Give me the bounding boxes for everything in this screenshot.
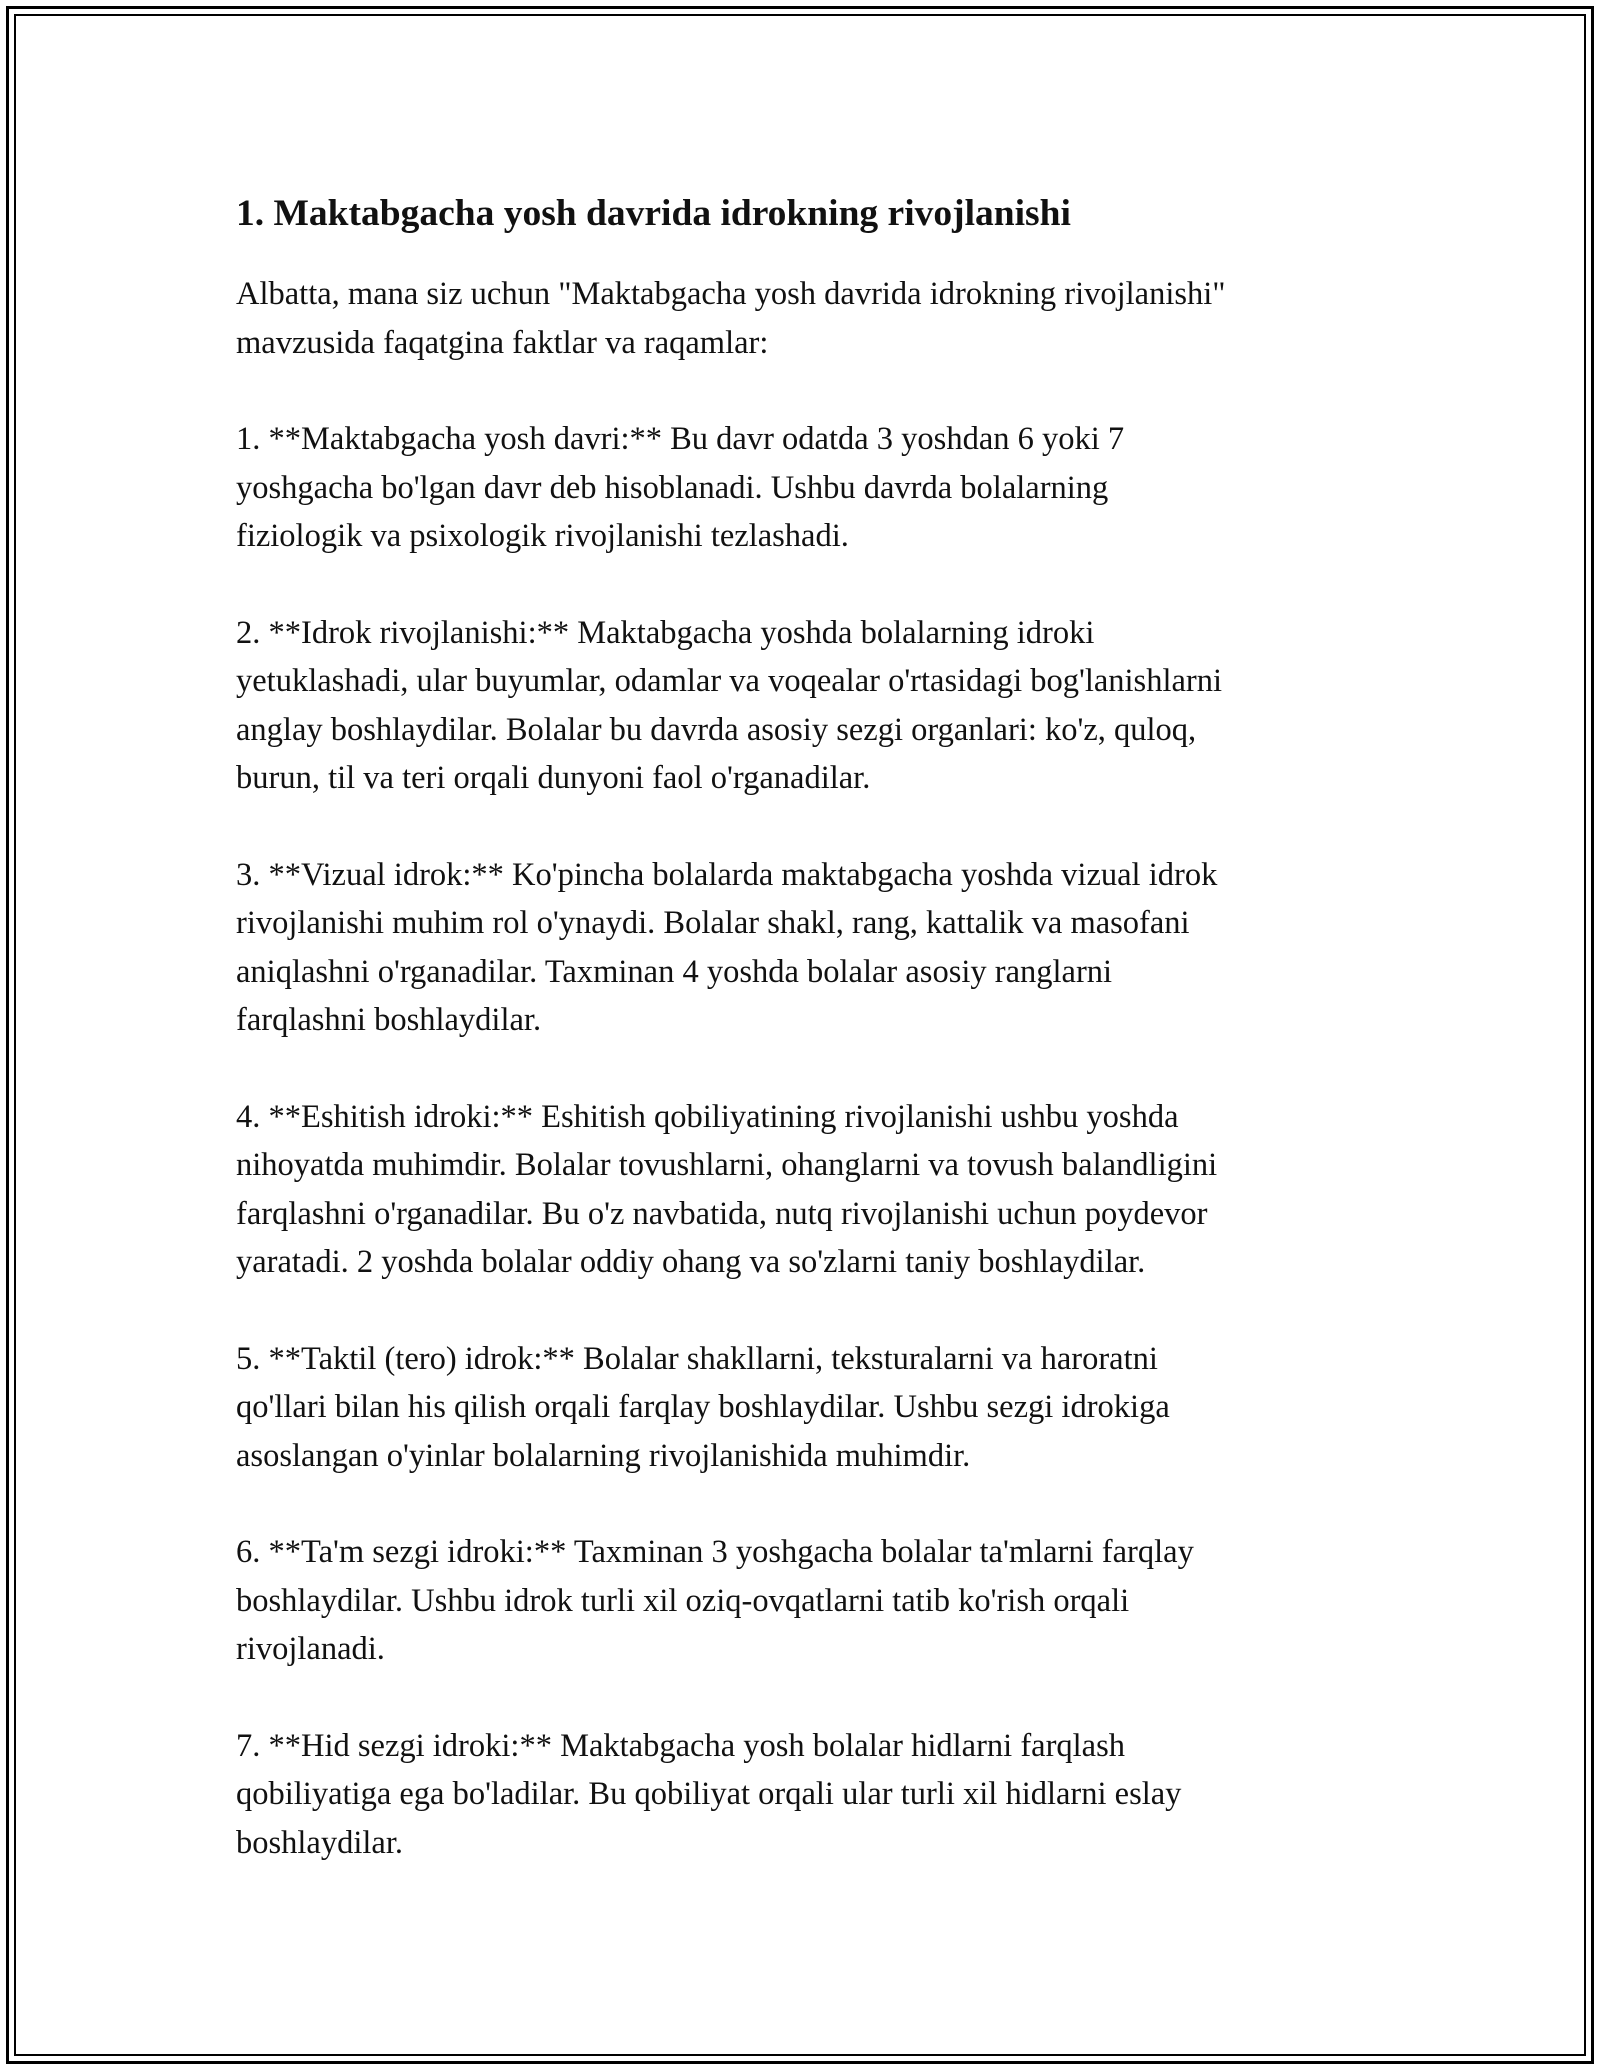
text-line: aniqlashni o'rganadilar. Taxminan 4 yoshda bolalar asosiy ranglarni [236, 953, 1113, 990]
text-line: yaratadi. 2 yoshda bolalar oddiy ohang va so'zlarni taniy boshlaydilar. [236, 1244, 1146, 1280]
text-line: yetuklashadi, ular buyumlar, odamlar va voqealar o'rtasidagi bog'lanishlarni [236, 663, 1223, 699]
text-line: anglay boshlaydilar. Bolalar bu davrda asosiy sezgi organlari: ko'z, quloq, [236, 711, 1197, 748]
list-item [236, 1528, 1376, 1674]
list-item [236, 1335, 1376, 1481]
text-line: Albatta, mana siz uchun "Maktabgacha yosh davrida idrokning rivojlanishi" [236, 276, 1226, 312]
text-line: 7. **Hid sezgi idroki:** Maktabgacha yosh bolalar hidlarni farqlash [236, 1727, 1126, 1764]
text-line: asoslangan o'yinlar bolalarning rivojlanishida muhimdir. [236, 1437, 971, 1474]
page-title: 1. Maktabgacha yosh davrida idrokning rivojlanishi [236, 193, 1071, 234]
text-line: qobiliyatiga ega bo'ladilar. Bu qobiliyat orqali ular turli xil hidlarni eslay [236, 1776, 1182, 1812]
list-item [236, 415, 1376, 561]
intro-paragraph [236, 270, 1376, 367]
text-line: farqlashni o'rganadilar. Bu o'z navbatida, nutq rivojlanishi uchun poydevor [236, 1195, 1208, 1232]
list-item [236, 1722, 1376, 1868]
text-line: mavzusida faqatgina faktlar va raqamlar: [236, 324, 769, 361]
text-line: yoshgacha bo'lgan davr deb hisoblanadi. Ushbu davrda bolalarning [236, 469, 1109, 506]
list-item [236, 1093, 1376, 1287]
text-line: burun, til va teri orqali dunyoni faol o'rganadilar. [236, 760, 871, 796]
text-line: 1. **Maktabgacha yosh davri:** Bu davr odatda 3 yoshdan 6 yoki 7 [236, 421, 1125, 457]
text-line: 3. **Vizual idrok:** Ko'pincha bolalarda maktabgacha yoshda vizual idrok [236, 856, 1218, 893]
text-line: farqlashni boshlaydilar. [236, 1002, 542, 1038]
text-line: 2. **Idrok rivojlanishi:** Maktabgacha yoshda bolalarning idroki [236, 614, 1095, 651]
list-item [236, 609, 1376, 803]
text-line: qo'llari bilan his qilish orqali farqlay boshlaydilar. Ushbu sezgi idrokiga [236, 1389, 1170, 1425]
text-line: fiziologik va psixologik rivojlanishi tezlashadi. [236, 518, 849, 554]
text-line: rivojlanadi. [236, 1631, 385, 1667]
text-line: nihoyatda muhimdir. Bolalar tovushlarni, ohanglarni va tovush balandligini [236, 1147, 1218, 1183]
text-line: boshlaydilar. Ushbu idrok turli xil oziq-ovqatlarni tatib ko'rish orqali [236, 1582, 1130, 1619]
list-item [236, 851, 1376, 1045]
text-line: boshlaydilar. [236, 1824, 403, 1861]
text-line: rivojlanishi muhim rol o'ynaydi. Bolalar shakl, rang, kattalik va masofani [236, 905, 1190, 941]
text-line: 4. **Eshitish idroki:** Eshitish qobiliyatining rivojlanishi ushbu yoshda [236, 1098, 1179, 1135]
document-body [236, 186, 1376, 1915]
text-line: 6. **Ta'm sezgi idroki:** Taxminan 3 yoshgacha bolalar ta'mlarni farqlay [236, 1534, 1194, 1570]
text-line: 5. **Taktil (tero) idrok:** Bolalar shakllarni, teksturalarni va haroratni [236, 1340, 1158, 1377]
paragraph-list [236, 270, 1376, 1867]
